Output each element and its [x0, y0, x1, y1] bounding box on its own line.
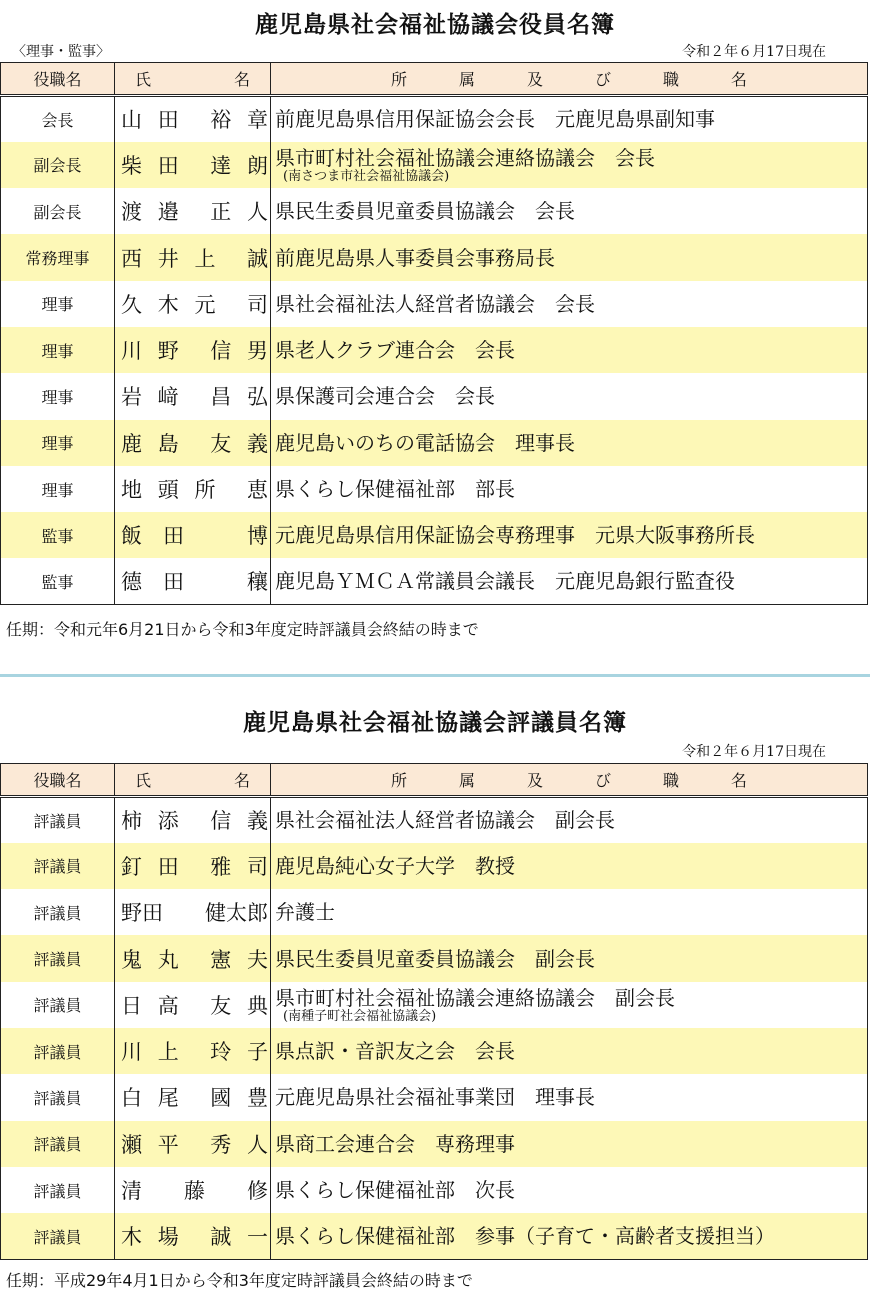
- name-cell: [115, 327, 271, 373]
- affiliation-text: 県市町村社会福祉協議会連絡協議会 会長: [275, 145, 655, 170]
- name-char: 柴: [121, 153, 142, 178]
- table-row: [1, 373, 868, 419]
- role-cell: 副会長: [1, 188, 115, 234]
- name-char: 邉: [157, 200, 179, 225]
- name-char: 子: [247, 1040, 268, 1065]
- affiliation-cell: [271, 234, 868, 280]
- name-char: 田: [157, 108, 179, 133]
- affiliation-cell: [271, 327, 868, 373]
- name-char: 地: [121, 478, 142, 503]
- name-char: 頭: [157, 478, 179, 503]
- name-char: 誠: [247, 246, 268, 271]
- affiliation-cell: [271, 935, 868, 981]
- name-char: 添: [157, 809, 179, 834]
- name-char: 秀: [210, 1132, 232, 1157]
- affiliation-cell: [271, 1213, 868, 1259]
- name-char: 夫: [247, 947, 268, 972]
- name-cell: [115, 1121, 271, 1167]
- name-cell: [115, 466, 271, 512]
- table-row: [1, 1213, 868, 1259]
- affiliation-text: 県くらし保健福祉部 部長: [275, 477, 515, 502]
- name-char: 玲: [210, 1040, 232, 1065]
- name-char: 人: [247, 200, 268, 225]
- name-char: 典: [247, 993, 268, 1018]
- header-aff-char: 職: [662, 70, 679, 89]
- name-char: 西: [121, 246, 142, 271]
- role-cell: 理事: [1, 373, 115, 419]
- affiliation-cell: [271, 797, 868, 843]
- name-char: 尾: [157, 1086, 179, 1111]
- header-aff-char: 及: [526, 70, 543, 89]
- name-char: 德: [121, 570, 142, 595]
- officers-body: [1, 96, 868, 605]
- header-aff-char: 所: [391, 771, 408, 790]
- affiliation-note: (南さつま市社会福祉協議会): [283, 168, 450, 184]
- name-char: 達: [210, 153, 232, 178]
- officers-subtitle: 〈理事・監事〉: [12, 44, 110, 60]
- affiliation-text: 鹿児島ＹＭＣＡ常議員会議長 元鹿児島銀行監査役: [275, 569, 735, 594]
- role-cell: 評議員: [1, 1167, 115, 1213]
- table-row: [1, 327, 868, 373]
- name-char: 昌: [210, 385, 232, 410]
- role-cell: 評議員: [1, 889, 115, 935]
- name-char: 瀬: [121, 1132, 142, 1157]
- role-cell: 評議員: [1, 1028, 115, 1074]
- name-cell: [115, 797, 271, 843]
- name-char: 信: [210, 809, 232, 834]
- header-name: [115, 63, 271, 96]
- header-aff-char: 及: [526, 771, 543, 790]
- table-row: [1, 142, 868, 188]
- name-cell: [115, 420, 271, 466]
- table-row: [1, 1167, 868, 1213]
- header-aff-char: 名: [730, 70, 747, 89]
- name-char: 國: [210, 1086, 232, 1111]
- header-aff-char: び: [594, 70, 611, 89]
- councilors-header-row: [1, 764, 868, 797]
- affiliation-note: (南種子町社会福祉協議会): [283, 1008, 437, 1024]
- affiliation-cell: [271, 889, 868, 935]
- name-char: 島: [157, 431, 179, 456]
- role-cell: 理事: [1, 466, 115, 512]
- name-char: 木: [157, 292, 179, 317]
- table-row: [1, 935, 868, 981]
- name-char: 友: [210, 993, 232, 1018]
- name-cell: [115, 1167, 271, 1213]
- name-char: 上: [194, 246, 216, 271]
- name-char: 司: [247, 854, 268, 879]
- table-row: [1, 512, 868, 558]
- role-cell: 評議員: [1, 1121, 115, 1167]
- name-cell: [115, 843, 271, 889]
- role-cell: 評議員: [1, 935, 115, 981]
- name-char: 信: [210, 339, 232, 364]
- name-char: 司: [247, 292, 268, 317]
- councilors-term: 任期：平成29年4月1日から令和3年度定時評議員会終結の時まで: [6, 1271, 473, 1290]
- name-char: 章: [247, 108, 268, 133]
- name-cell: [115, 1028, 271, 1074]
- name-cell: [115, 512, 271, 558]
- name-char: 井: [157, 246, 179, 271]
- affiliation-text: 県くらし保健福祉部 参事（子育て・高齢者支援担当）: [275, 1224, 775, 1249]
- role-cell: 理事: [1, 327, 115, 373]
- table-row: [1, 234, 868, 280]
- name-cell: [115, 1074, 271, 1120]
- header-affiliation: [271, 764, 868, 797]
- name-cell: [115, 558, 271, 604]
- table-row: [1, 797, 868, 843]
- header-name-char: 氏: [135, 771, 152, 790]
- affiliation-text: 県社会福祉法人経営者協議会 会長: [275, 291, 595, 316]
- role-cell: 評議員: [1, 797, 115, 843]
- name-cell: [115, 96, 271, 142]
- name-char: 弘: [247, 385, 268, 410]
- name-char: 憲: [210, 947, 232, 972]
- name-char: 丸: [157, 947, 179, 972]
- name-cell: [115, 935, 271, 981]
- name-char: 友: [210, 431, 232, 456]
- name-char: 田: [163, 524, 184, 549]
- name-char: 野田: [121, 901, 163, 926]
- name-char: 白: [121, 1086, 142, 1111]
- councilors-date: 令和２年６月17日現在: [682, 744, 826, 760]
- table-row: [1, 281, 868, 327]
- role-cell: 評議員: [1, 1074, 115, 1120]
- name-char: 場: [157, 1225, 179, 1250]
- name-char: 鬼: [121, 947, 142, 972]
- affiliation-cell: [271, 1167, 868, 1213]
- name-char: 釘: [121, 854, 142, 879]
- affiliation-text: 県商工会連合会 専務理事: [275, 1131, 515, 1156]
- name-char: 柿: [121, 809, 142, 834]
- role-cell: 理事: [1, 281, 115, 327]
- name-cell: [115, 889, 271, 935]
- header-name: [115, 764, 271, 797]
- affiliation-cell: [271, 1028, 868, 1074]
- name-char: 日: [121, 993, 142, 1018]
- affiliation-cell: [271, 142, 868, 188]
- affiliation-cell: [271, 1074, 868, 1120]
- name-char: 鹿: [121, 431, 142, 456]
- role-cell: 評議員: [1, 982, 115, 1028]
- header-affiliation: [271, 63, 868, 96]
- affiliation-cell: [271, 558, 868, 604]
- officers-date: 令和２年６月17日現在: [682, 44, 826, 60]
- name-char: 野: [157, 339, 179, 364]
- affiliation-text: 県くらし保健福祉部 次長: [275, 1178, 515, 1203]
- name-char: 一: [247, 1225, 268, 1250]
- name-char: 岩: [121, 385, 142, 410]
- name-char: 健太郎: [205, 901, 268, 926]
- name-char: 上: [157, 1040, 179, 1065]
- officers-title: 鹿児島県社会福祉協議会役員名簿: [255, 11, 615, 38]
- name-char: 高: [157, 993, 179, 1018]
- affiliation-text: 県民生委員児童委員協議会 会長: [275, 199, 575, 224]
- affiliation-cell: [271, 96, 868, 142]
- header-aff-char: 属: [458, 70, 475, 89]
- name-char: 穰: [247, 570, 268, 595]
- name-char: 修: [247, 1179, 268, 1204]
- header-role: 役職名: [1, 764, 115, 797]
- role-cell: 監事: [1, 558, 115, 604]
- table-row: [1, 188, 868, 234]
- name-char: 誠: [210, 1225, 232, 1250]
- table-row: [1, 982, 868, 1028]
- name-char: 男: [247, 339, 268, 364]
- name-cell: [115, 188, 271, 234]
- affiliation-text: 県市町村社会福祉協議会連絡協議会 副会長: [275, 985, 675, 1010]
- affiliation-cell: [271, 843, 868, 889]
- table-row: [1, 889, 868, 935]
- section-divider: [0, 674, 870, 677]
- table-row: [1, 466, 868, 512]
- name-char: 豊: [247, 1086, 268, 1111]
- header-aff-char: 名: [730, 771, 747, 790]
- name-cell: [115, 1213, 271, 1259]
- header-aff-char: 所: [391, 70, 408, 89]
- name-cell: [115, 234, 271, 280]
- header-aff-char: 属: [458, 771, 475, 790]
- name-char: 所: [194, 478, 216, 503]
- name-char: 清: [121, 1179, 142, 1204]
- table-row: [1, 96, 868, 142]
- affiliation-text: 県老人クラブ連合会 会長: [275, 338, 515, 363]
- affiliation-text: 前鹿児島県人事委員会事務局長: [275, 245, 555, 270]
- affiliation-text: 弁護士: [275, 900, 335, 925]
- affiliation-text: 県点訳・音訳友之会 会長: [275, 1039, 515, 1064]
- role-cell: 評議員: [1, 843, 115, 889]
- table-row: [1, 558, 868, 604]
- name-char: 平: [157, 1132, 179, 1157]
- affiliation-text: 元鹿児島県社会福祉事業団 理事長: [275, 1085, 595, 1110]
- header-name-char: 氏: [135, 70, 152, 89]
- name-char: 藤: [184, 1179, 205, 1204]
- affiliation-text: 前鹿児島県信用保証協会会長 元鹿児島県副知事: [275, 107, 715, 132]
- name-char: 正: [210, 200, 232, 225]
- header-name-char: 名: [233, 771, 250, 790]
- table-row: [1, 1028, 868, 1074]
- table-row: [1, 843, 868, 889]
- affiliation-cell: [271, 188, 868, 234]
- name-cell: [115, 142, 271, 188]
- name-char: 義: [247, 809, 268, 834]
- header-role: 役職名: [1, 63, 115, 96]
- affiliation-cell: [271, 466, 868, 512]
- affiliation-cell: [271, 281, 868, 327]
- affiliation-text: 県保護司会連合会 会長: [275, 384, 495, 409]
- officers-header-row: [1, 63, 868, 96]
- affiliation-cell: [271, 420, 868, 466]
- name-char: 田: [157, 854, 179, 879]
- name-char: 木: [121, 1225, 142, 1250]
- name-char: 川: [121, 1040, 142, 1065]
- name-char: 人: [247, 1132, 268, 1157]
- role-cell: 副会長: [1, 142, 115, 188]
- name-cell: [115, 982, 271, 1028]
- affiliation-text: 鹿児島純心女子大学 教授: [275, 853, 515, 878]
- affiliation-cell: [271, 373, 868, 419]
- name-cell: [115, 281, 271, 327]
- role-cell: 監事: [1, 512, 115, 558]
- councilors-title: 鹿児島県社会福祉協議会評議員名簿: [243, 709, 627, 736]
- name-char: 元: [194, 292, 216, 317]
- affiliation-text: 鹿児島いのちの電話協会 理事長: [275, 430, 575, 455]
- officers-term: 任期：令和元年6月21日から令和3年度定時評議員会終結の時まで: [6, 620, 479, 639]
- table-row: [1, 1121, 868, 1167]
- affiliation-cell: [271, 982, 868, 1028]
- header-aff-char: び: [594, 771, 611, 790]
- role-cell: 評議員: [1, 1213, 115, 1259]
- name-char: 渡: [121, 200, 142, 225]
- name-char: 川: [121, 339, 142, 364]
- name-char: 田: [163, 570, 184, 595]
- table-row: [1, 420, 868, 466]
- name-char: 恵: [247, 478, 268, 503]
- affiliation-text: 元鹿児島県信用保証協会専務理事 元県大阪事務所長: [275, 523, 755, 548]
- name-char: 山: [121, 108, 142, 133]
- role-cell: 会長: [1, 96, 115, 142]
- name-char: 博: [247, 524, 268, 549]
- role-cell: 常務理事: [1, 234, 115, 280]
- affiliation-text: 県社会福祉法人経営者協議会 副会長: [275, 808, 615, 833]
- councilors-body: [1, 797, 868, 1260]
- name-char: 久: [121, 292, 142, 317]
- affiliation-cell: [271, 512, 868, 558]
- name-char: 雅: [210, 854, 232, 879]
- table-row: [1, 1074, 868, 1120]
- role-cell: 理事: [1, 420, 115, 466]
- name-char: 裕: [210, 108, 232, 133]
- name-cell: [115, 373, 271, 419]
- name-char: 田: [157, 153, 179, 178]
- name-char: 﨑: [157, 385, 179, 410]
- name-char: 飯: [121, 524, 142, 549]
- header-aff-char: 職: [662, 771, 679, 790]
- officers-table: [0, 62, 868, 605]
- affiliation-cell: [271, 1121, 868, 1167]
- name-char: 朗: [247, 153, 268, 178]
- header-name-char: 名: [233, 70, 250, 89]
- councilors-table: [0, 763, 868, 1260]
- name-char: 義: [247, 431, 268, 456]
- affiliation-text: 県民生委員児童委員協議会 副会長: [275, 946, 595, 971]
